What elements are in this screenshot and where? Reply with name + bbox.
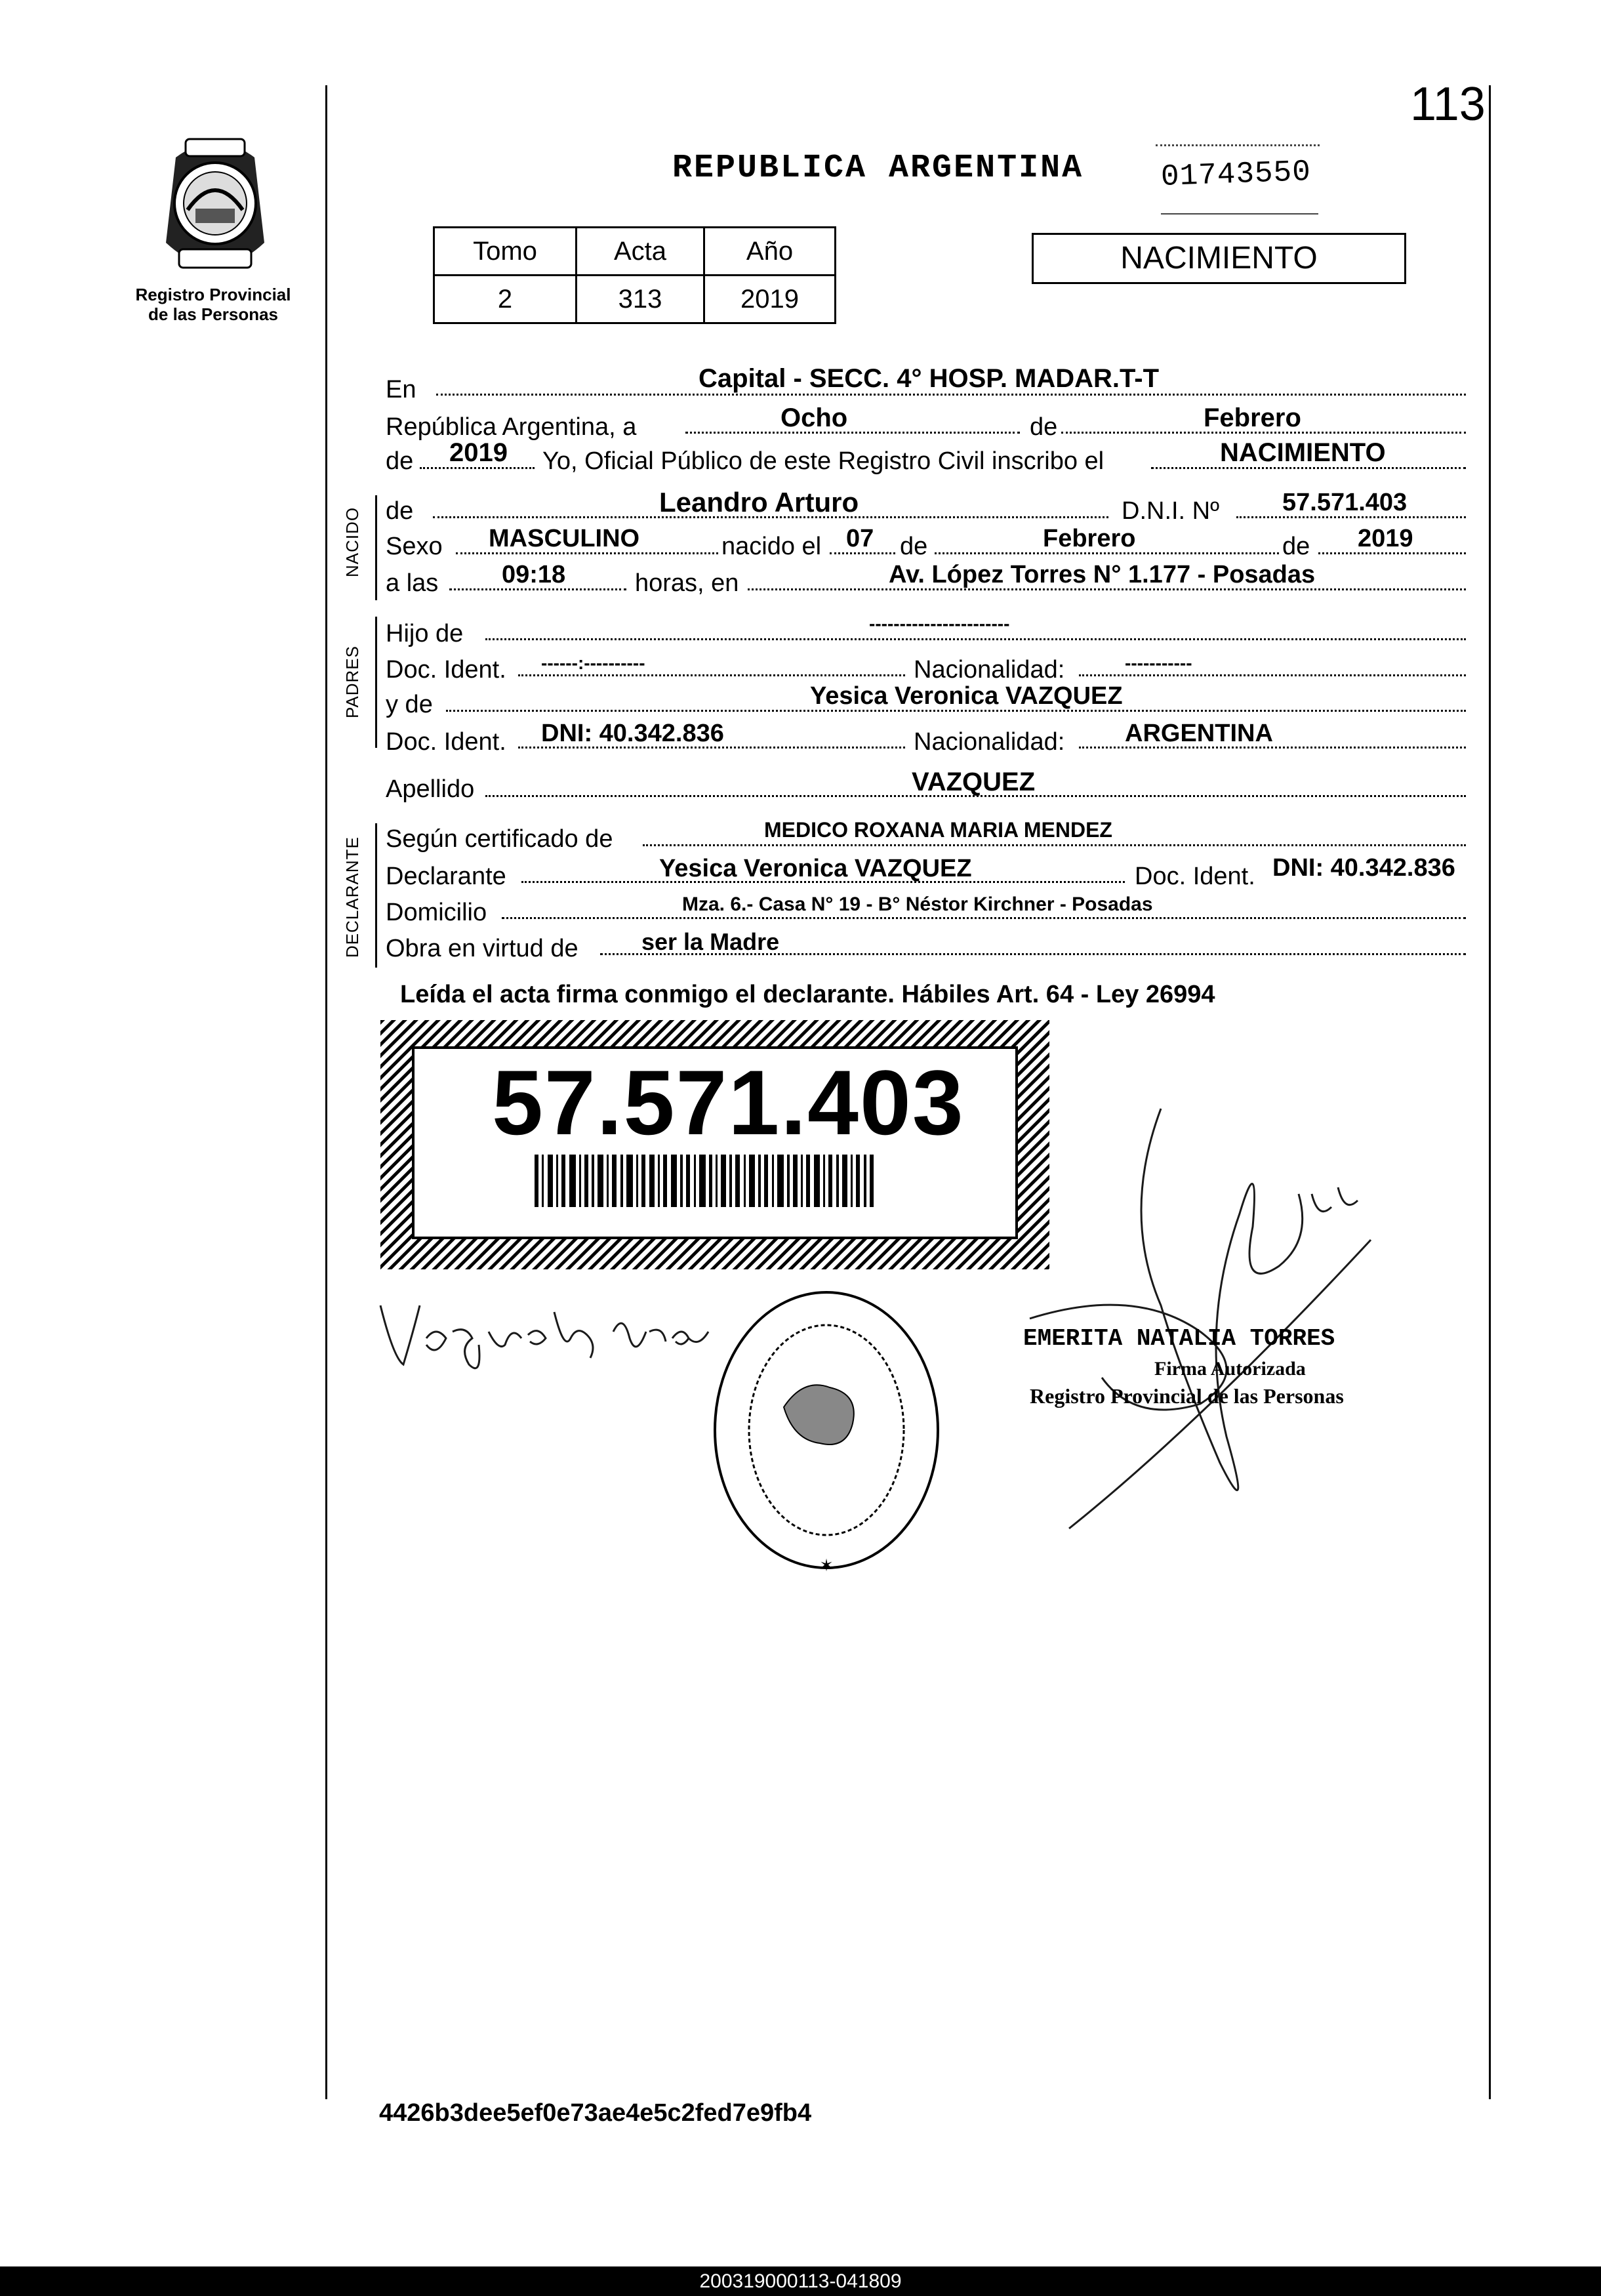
- doc1-label: Doc. Ident.: [386, 656, 506, 684]
- header-tomo: Tomo: [434, 228, 577, 276]
- domicilio-label: Domicilio: [386, 899, 487, 926]
- dni-stamp-number: 57.571.403: [492, 1051, 965, 1154]
- nac1-label: Nacionalidad:: [914, 656, 1065, 684]
- serial-number: 01743550: [1160, 155, 1312, 194]
- lugar-value: Av. López Torres N° 1.177 - Posadas: [889, 561, 1316, 588]
- madre-value: Yesica Veronica VAZQUEZ: [810, 682, 1123, 710]
- nacido-bar: [375, 495, 377, 600]
- nacido-el-label: nacido el: [721, 533, 822, 560]
- value-tomo: 2: [434, 276, 577, 323]
- right-margin-line: [1489, 85, 1491, 2099]
- official-signature-scribble: [1003, 1096, 1384, 1542]
- nac2-value: ARGENTINA: [1125, 720, 1273, 747]
- apellido-value: VAZQUEZ: [912, 768, 1036, 796]
- dia-line: [685, 432, 1020, 434]
- declarante-bar: [375, 823, 377, 968]
- nac1-line: [1079, 674, 1466, 676]
- country-title: REPUBLICA ARGENTINA: [672, 150, 1084, 187]
- official-role: Firma Autorizada: [1154, 1358, 1306, 1380]
- segun-label: Según certificado de: [386, 825, 613, 853]
- nac-anio-value: 2019: [1358, 525, 1413, 552]
- sexo-label: Sexo: [386, 533, 443, 560]
- province-seal-logo: [150, 131, 281, 282]
- registry-table: [433, 226, 836, 324]
- serial-underline: [1161, 213, 1318, 215]
- segun-line: [643, 844, 1466, 846]
- record-type-box: NACIMIENTO: [1032, 233, 1406, 284]
- mes-value: Febrero: [1204, 403, 1301, 432]
- official-org: Registro Provincial de las Personas: [1030, 1384, 1344, 1408]
- side-label-declarante: DECLARANTE: [342, 836, 362, 958]
- side-label-padres: PADRES: [342, 646, 362, 718]
- value-anio: 2019: [704, 276, 836, 323]
- de4-label: de: [900, 533, 928, 560]
- header-anio: Año: [704, 228, 836, 276]
- doc1-value: ------:----------: [541, 653, 645, 673]
- declarante-value: Yesica Veronica VAZQUEZ: [659, 855, 972, 882]
- dni-value: 57.571.403: [1282, 489, 1408, 516]
- alas-label: a las: [386, 569, 439, 597]
- de5-label: de: [1282, 533, 1310, 560]
- doc2-label: Doc. Ident.: [386, 728, 506, 756]
- obra-label: Obra en virtud de: [386, 935, 578, 962]
- inscribo-value: NACIMIENTO: [1220, 438, 1386, 467]
- legal-text: Leída el acta firma conmigo el declarante. Hábiles Art. 64 - Ley 26994: [400, 981, 1215, 1008]
- de-label: de: [1030, 413, 1058, 441]
- side-label-nacido: NACIDO: [342, 506, 362, 577]
- document-hash: 4426b3dee5ef0e73ae4e5c2fed7e9fb4: [379, 2099, 812, 2127]
- nombre-value: Leandro Arturo: [659, 487, 859, 518]
- en-line: [436, 394, 1466, 396]
- oficial-label: Yo, Oficial Público de este Registro Civil inscribo el: [542, 447, 1104, 475]
- nac2-label: Nacionalidad:: [914, 728, 1065, 756]
- republica-label: República Argentina, a: [386, 413, 637, 441]
- declarante-label: Declarante: [386, 863, 506, 890]
- doc2-value: DNI: 40.342.836: [541, 720, 724, 747]
- anio-value: 2019: [449, 438, 508, 467]
- de3-label: de: [386, 497, 414, 525]
- domicilio-line: [502, 917, 1466, 919]
- dni-label: D.N.I. Nº: [1122, 497, 1219, 525]
- nac-dia-value: 07: [846, 525, 874, 552]
- yde-label: y de: [386, 691, 433, 718]
- svg-text:✶: ✶: [819, 1555, 834, 1575]
- obra-value: ser la Madre: [641, 928, 780, 955]
- nac1-value: -----------: [1125, 653, 1192, 673]
- en-value: Capital - SECC. 4° HOSP. MADAR.T-T: [699, 364, 1160, 393]
- value-acta: 313: [577, 276, 704, 323]
- official-name: EMERITA NATALIA TORRES: [1023, 1325, 1335, 1352]
- nac-mes-value: Febrero: [1043, 525, 1136, 552]
- padres-bar: [375, 617, 377, 748]
- header-acta: Acta: [577, 228, 704, 276]
- domicilio-value: Mza. 6.- Casa N° 19 - B° Néstor Kirchner - Posadas: [682, 893, 1153, 915]
- page-number: 113: [1410, 78, 1486, 131]
- declarant-signature: [374, 1286, 715, 1378]
- hijo-value: -----------------------: [869, 613, 1010, 634]
- doc3-value: DNI: 40.342.836: [1272, 854, 1455, 882]
- segun-value: MEDICO ROXANA MARIA MENDEZ: [764, 818, 1112, 842]
- doc1-line: [518, 674, 905, 676]
- apellido-label: Apellido: [386, 775, 475, 803]
- en-label: En: [386, 376, 416, 403]
- dia-value: Ocho: [780, 403, 848, 432]
- official-seal: [705, 1279, 948, 1581]
- left-margin-line: [325, 85, 327, 2099]
- footer-code: 200319000113-041809: [0, 2266, 1601, 2296]
- sexo-value: MASCULINO: [489, 525, 640, 552]
- registry-caption: Registro Provincial de las Personas: [135, 285, 291, 324]
- serial-dots: [1156, 144, 1320, 146]
- horas-en-label: horas, en: [635, 569, 739, 597]
- hijo-label: Hijo de: [386, 620, 464, 647]
- hijo-line: [485, 638, 1466, 640]
- de2-label: de: [386, 447, 414, 475]
- doc3-label: Doc. Ident.: [1135, 863, 1255, 890]
- hora-value: 09:18: [502, 561, 566, 588]
